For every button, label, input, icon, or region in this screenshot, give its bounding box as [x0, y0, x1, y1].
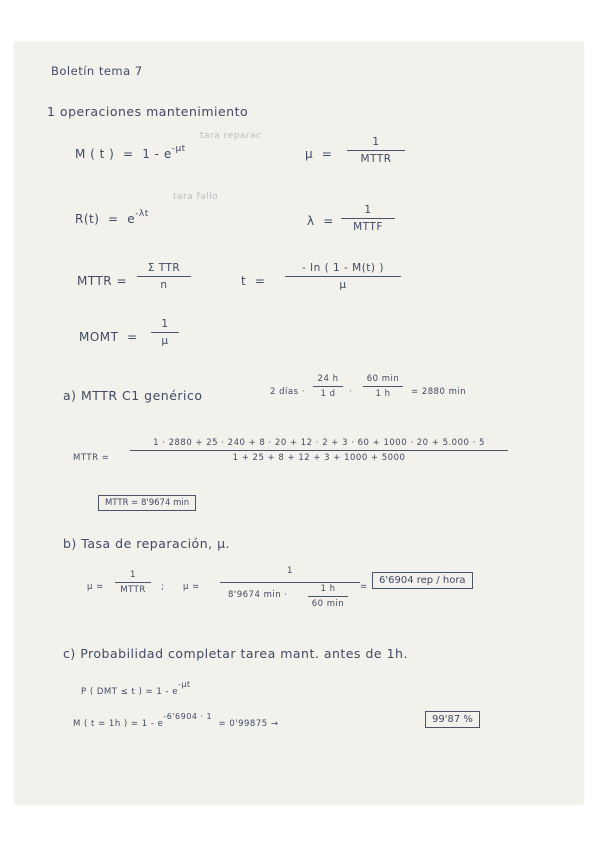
conversion-dot: · [349, 387, 353, 397]
mu-denominator-minutes: 8'9674 min · [228, 590, 288, 600]
part-b-title: b) Tasa de reparación, μ. [63, 536, 230, 551]
mu-result-box: 6'6904 rep / hora [372, 572, 473, 589]
separator: ; [161, 582, 165, 592]
page-header: Boletín tema 7 [51, 64, 143, 78]
formula-lambda-fraction: 1 MTTF [341, 204, 395, 233]
conversion-result: = 2880 min [411, 387, 467, 397]
formula-t-fraction: - ln ( 1 - M(t) ) μ [285, 262, 401, 291]
notebook-page [15, 42, 583, 804]
formula-momt-fraction: 1 μ [151, 318, 179, 347]
conversion-fraction-minutes: 60 min 1 h [363, 374, 403, 399]
margin-note: tara fallo [173, 192, 219, 202]
formula-lambda-lhs: λ = [307, 214, 334, 228]
mu-lhs: μ = [87, 582, 104, 592]
formula-maintainability: M ( t ) = $1 - e^{-\mu t}$ [75, 144, 186, 161]
equals-sign: = [360, 582, 368, 592]
formula-t-lhs: t = [241, 274, 266, 288]
section-title: 1 operaciones mantenimiento [47, 104, 249, 119]
mttr-result-box: MTTR = 8'9674 min [98, 495, 196, 511]
part-a-title: a) MTTR C1 genérico [63, 388, 203, 403]
fraction-bar [220, 582, 360, 583]
mttr-weighted-lhs: MTTR = [73, 453, 110, 463]
conversion-fraction-hours: 24 h 1 d [313, 374, 343, 399]
probability-result-box: 99'87 % [425, 711, 480, 728]
part-c-title: c) Probabilidad completar tarea mant. antes de 1h. [63, 646, 408, 661]
formula-reliability: $R(t) = e^{-\lambda t}$ [75, 209, 149, 226]
mu-numerator: 1 [287, 566, 293, 576]
mttr-weighted-fraction: 1 · 2880 + 25 · 240 + 8 · 20 + 12 · 2 + 3 · 60 + 1000 · 20 + 5.000 · 5 1 + 25 + 8 + 12 + 3 + 1000 + 5000 [130, 438, 508, 463]
mu-fraction: 1 MTTR [115, 570, 151, 595]
probability-formula: P ( DMT ≤ t ) = 1 - e-μt [81, 680, 191, 697]
maintainability-1h: M ( t = 1h ) = 1 - e-6'6904 · 1 = 0'99875 → [73, 712, 279, 729]
formula-mttr-fraction: Σ TTR n [137, 262, 191, 291]
formula-mu-fraction: 1 MTTR [347, 136, 405, 165]
mu-denominator-conversion: 1 h 60 min [308, 584, 348, 609]
formula-momt-lhs: MOMT = [79, 330, 138, 344]
formula-mu-lhs: μ = [305, 147, 333, 161]
margin-note: tara reparac [200, 131, 262, 141]
formula-mttr-lhs: MTTR = [77, 274, 128, 288]
conversion-days: 2 días · [270, 387, 305, 397]
mu-lhs-2: μ = [183, 582, 200, 592]
